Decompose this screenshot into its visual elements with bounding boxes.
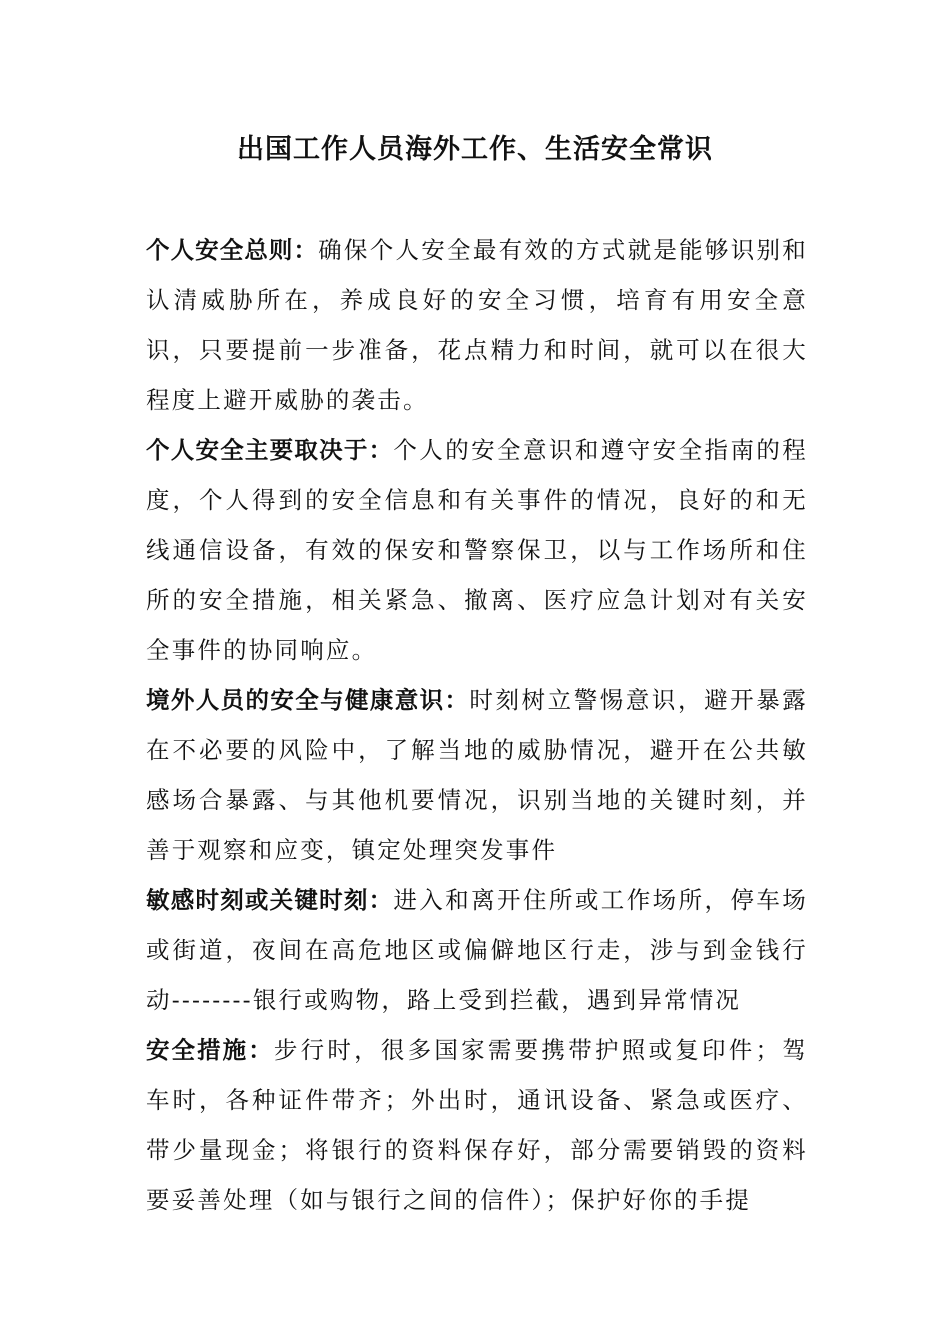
document-body — [146, 225, 808, 1225]
paragraph-text: 时刻树立警惕意识，避开暴露在不必要的风险中，了解当地的威胁情况，避开在公共敏感场合暴露、与其他机要情况，识别当地的关键时刻，并善于观察和应变，镇定处理突发事件 — [146, 686, 808, 864]
paragraph-label: 个人安全总则： — [146, 236, 319, 264]
paragraph-text: 个人的安全意识和遵守安全指南的程度，个人得到的安全信息和有关事件的情况，良好的和无线通信设备，有效的保安和警察保卫，以与工作场所和住所的安全措施，相关紧急、撤离、医疗应急计划对有关安全事件的协同响应。 — [146, 436, 809, 664]
paragraph-label: 安全措施： — [146, 1036, 274, 1064]
paragraph-label: 境外人员的安全与健康意识： — [146, 686, 470, 714]
paragraph-personal-safety-principles — [146, 225, 808, 425]
paragraph-text: 进入和离开住所或工作场所，停车场或街道，夜间在高危地区或偏僻地区行走，涉与到金钱行动--------银行或购物，路上受到拦截，遇到异常情况 — [146, 886, 809, 1014]
paragraph-label: 敏感时刻或关键时刻： — [146, 886, 394, 914]
document-title: 出国工作人员海外工作、生活安全常识 — [237, 134, 713, 165]
paragraph-safety-health-awareness — [146, 675, 808, 875]
paragraph-label: 个人安全主要取决于： — [146, 436, 394, 464]
paragraph-text: 确保个人安全最有效的方式就是能够识别和认清威胁所在，养成良好的安全习惯，培育有用安全意识，只要提前一步准备，花点精力和时间，就可以在很大程度上避开威胁的袭击。 — [146, 236, 808, 414]
paragraph-safety-measures — [146, 1025, 808, 1225]
paragraph-critical-moments — [146, 875, 808, 1025]
paragraph-safety-depends-on — [146, 425, 808, 675]
paragraph-text: 步行时，很多国家需要携带护照或复印件；驾车时，各种证件带齐；外出时，通讯设备、紧急或医疗、带少量现金；将银行的资料保存好，部分需要销毁的资料要妥善处理（如与银行之间的信件）；保护好你的手提 — [146, 1036, 808, 1214]
